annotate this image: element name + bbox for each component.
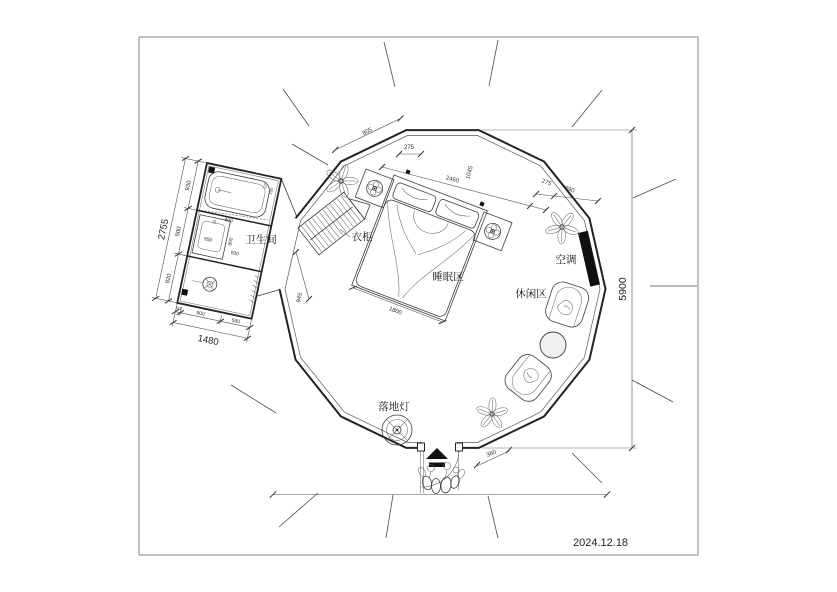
plant-icon [325,164,358,199]
dim-wallspan-group [379,164,549,213]
dim-bed-width: 1800 [387,306,403,317]
dim-bath-step: 90 [175,305,182,312]
bathroom-block [137,153,285,355]
armchair [543,279,592,330]
air-conditioner-unit [578,231,600,287]
dim-bath-inner-h: 900 [227,237,235,247]
table-lamp-icon [364,178,385,199]
wall-anchor [479,201,484,206]
dim-wall-span: 2460 [445,175,460,185]
armchair [501,350,556,406]
floor-lamp-symbol [382,415,412,445]
dim-bath-total-height: 2755 [156,217,172,241]
dim-top-offset: 275 [403,145,415,151]
dim-sink-width: 550 [203,236,213,244]
label-wardrobe: 衣柜 [351,231,373,243]
label-sleeping-area: 睡眠区 [432,271,464,283]
dim-wall-depth: 1045 [465,165,475,180]
side-table [540,332,566,358]
table-lamp-icon [482,221,503,242]
dim-bath-row1: 930 [184,180,193,192]
dim-tub-side1: 120 [261,181,269,190]
wardrobe [298,184,375,255]
plant-icon [473,394,512,434]
dim-bath-row2: 900 [175,226,184,238]
tent-wall [276,130,606,457]
dim-ac-offset: 275 [540,178,553,188]
dim-bath-inner-w: 930 [230,249,240,258]
label-floor-lamp: 落地灯 [378,401,410,413]
dim-bottom-line [270,491,610,497]
dim-bath-row3: 920 [165,273,174,285]
date-stamp: 2024.12.18 [573,537,629,549]
dim-door-offset: 360 [485,449,498,459]
dim-bath-total-width: 1480 [196,333,220,349]
dim-overall-group [482,127,637,451]
bed [346,175,488,333]
label-bathroom: 卫生间 [245,234,277,246]
dim-overall-height: 5900 [617,277,629,301]
door-post [418,443,425,451]
dim-passage-width: 945 [296,292,304,304]
dim-bath-col2: 580 [230,317,241,326]
blanket-folds [357,200,476,314]
dim-ac-group [533,191,601,204]
dim-tub-side2: 150 [267,187,275,195]
dim-bath-col1: 800 [195,310,206,318]
dim-top-edge: 805 [361,127,374,137]
label-air-conditioner: 空调 [555,254,577,266]
label-leisure-area: 休闲区 [515,288,547,300]
dim-tub-width: 800 [223,216,234,225]
door-post [456,443,463,451]
dim-ac-width: 690 [563,185,576,195]
